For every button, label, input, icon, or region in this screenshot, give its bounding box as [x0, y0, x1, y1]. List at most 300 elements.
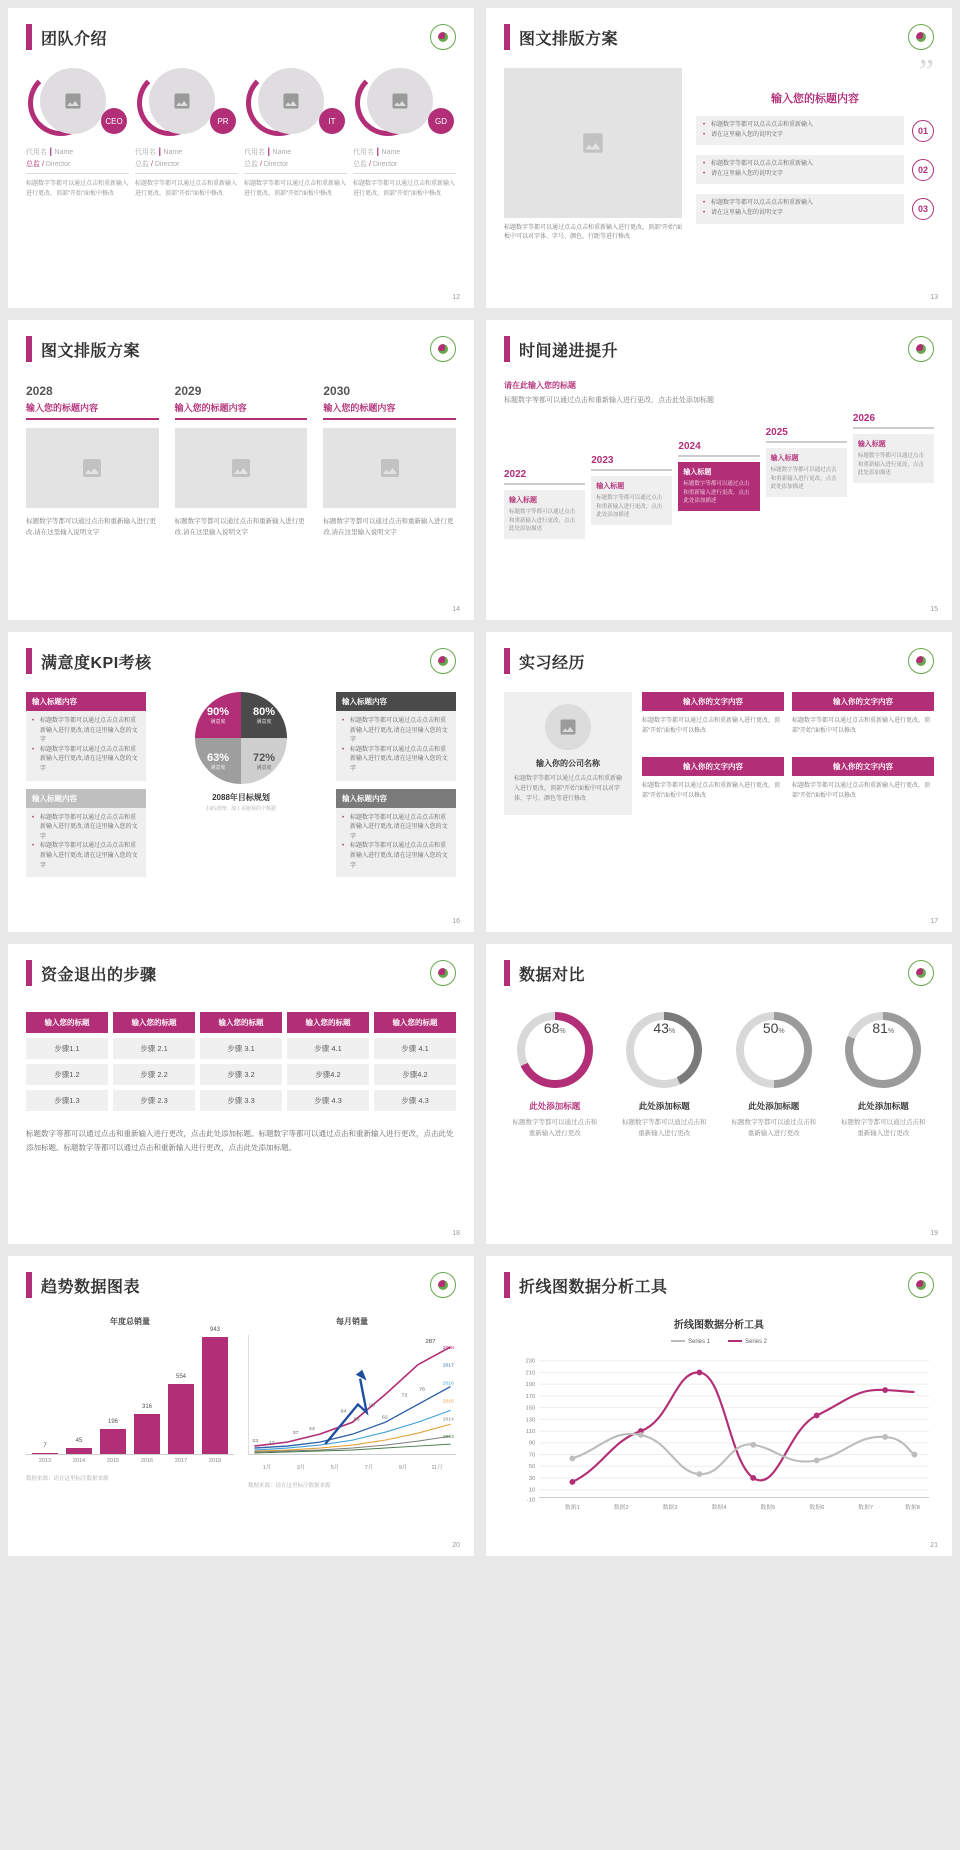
svg-text:2015: 2015: [442, 1398, 454, 1404]
chart-source: 数据来源：请在这里标注数据来源: [26, 1476, 109, 1482]
member-role: 总监 / Director: [353, 161, 398, 168]
slide-data-compare: [486, 944, 952, 1244]
brand-logo-icon: [430, 648, 456, 674]
timeline-step: [853, 413, 934, 483]
title-accent-bar: [504, 1272, 510, 1298]
step-desc: 标题数字等都可以通过点击和重新输入进行更改，点击此处添加描述: [857, 452, 924, 477]
bullet-line: • 标题数字等都可以点击点击和重新输入: [703, 160, 897, 170]
list-item: [696, 155, 934, 184]
column-desc: 标题数字等都可以通过点击和重新输入进行更改,请在这里输入说明文字: [174, 518, 305, 537]
brand-logo-icon: [908, 336, 934, 362]
step-title: 输入标题: [509, 496, 537, 504]
slide-kpi: [8, 632, 474, 932]
member-role-cn: 总监: [26, 161, 40, 168]
table-cell: 步骤 2.3: [113, 1090, 195, 1111]
donut-title: 此处添加标题: [748, 1101, 800, 1111]
timeline-step: [504, 469, 585, 539]
svg-text:70: 70: [528, 1452, 536, 1459]
page-title: 图文排版方案: [41, 342, 141, 360]
svg-text:2014: 2014: [442, 1416, 454, 1422]
member-desc: 标题数字等都可以通过点击和重新输入进行更改，顶部“开始”面板中修改: [135, 181, 238, 197]
list-item-text: [696, 116, 904, 145]
table-cell: 步骤 3.3: [200, 1090, 282, 1111]
svg-text:170: 170: [525, 1393, 536, 1400]
kpi-pie-chart: [154, 692, 328, 812]
step-year: 2023: [591, 454, 614, 466]
experience-card-header: 输入你的文字内容: [642, 692, 784, 711]
pie-slice: [195, 692, 241, 738]
slide-internship: [486, 632, 952, 932]
avatar-placeholder: [258, 68, 324, 134]
x-tick: 2013: [38, 1458, 52, 1464]
slide-team-intro: [8, 8, 474, 308]
step-year: 2025: [765, 426, 788, 438]
content-area: [504, 53, 934, 243]
donut-center: [634, 1020, 694, 1080]
charts-row: [26, 1316, 456, 1489]
table-cell: 步骤 4.3: [287, 1090, 369, 1111]
column-title: 输入您的标题内容: [323, 403, 396, 413]
donut-item: [614, 1012, 716, 1139]
member-role: 总监 / Director: [26, 161, 71, 168]
donut-value: 68: [543, 1020, 560, 1036]
bar: [168, 1373, 194, 1454]
svg-text:数据8: 数据8: [905, 1505, 920, 1512]
bar: [202, 1327, 228, 1454]
svg-text:190: 190: [525, 1382, 536, 1389]
member-name-en: Name: [54, 149, 74, 156]
bullet-line: • 请在这里输入您的说明文字: [703, 131, 897, 141]
line-chart: [504, 1349, 934, 1519]
experience-card-body: 标题数字等都可以通过点击和重新输入进行更改，顶部“开始”面板中可以修改: [792, 718, 931, 735]
underline: [26, 418, 159, 420]
list-item: [696, 194, 934, 223]
bar: [66, 1438, 92, 1454]
title-accent-bar: [26, 648, 32, 674]
page-number: 13: [930, 294, 938, 301]
slide-trend-charts: [8, 1256, 474, 1556]
page-title: 团队介绍: [41, 30, 108, 48]
svg-text:287: 287: [425, 1339, 436, 1345]
slide-header: [26, 24, 456, 50]
bar-value: 943: [209, 1327, 221, 1334]
brand-logo-icon: [430, 1272, 456, 1298]
bullet-line: • 标题数字等都可以通过点击点击和重新输入进行更改,请在这里输入您的文字: [342, 842, 450, 871]
avatar: [353, 66, 456, 140]
member-desc: 标题数字等都可以通过点击和重新输入进行更改，顶部“开始”面板中修改: [353, 181, 456, 197]
pie-slice: [195, 738, 241, 784]
role-badge: GD: [428, 108, 454, 134]
step-title: 输入标题: [770, 454, 799, 462]
step-title: 输入标题: [857, 440, 886, 448]
bullet-line: • 标题数字等都可以点击点击和重新输入: [703, 199, 897, 209]
member-name-text: 代用名: [353, 149, 374, 156]
member-name-text: 代用名: [244, 149, 265, 156]
member-desc: 标题数字等都可以通过点击和重新输入进行更改，顶部“开始”面板中修改: [26, 181, 129, 197]
experience-card: [792, 692, 934, 749]
donut-center: [853, 1020, 913, 1080]
brand-logo-icon: [430, 24, 456, 50]
table-cell: 步骤 4.1: [287, 1038, 369, 1059]
member-role-en: Director: [372, 161, 398, 168]
donut-title: 此处添加标题: [857, 1101, 909, 1111]
table-cell: 步骤 3.2: [200, 1064, 282, 1085]
kpi-left-column: [26, 692, 146, 885]
kpi-card-body: [26, 711, 146, 781]
step-card: [591, 476, 672, 525]
brand-logo-icon: [908, 24, 934, 50]
svg-text:94: 94: [340, 1408, 347, 1415]
slide-timeline: [486, 320, 952, 620]
column-list: [26, 384, 456, 538]
donut-value: 81: [872, 1020, 888, 1036]
page-number: 12: [452, 294, 460, 301]
pie-chart: [195, 692, 287, 784]
table-cell: 步骤 4.3: [374, 1090, 456, 1111]
step-rule: [591, 469, 672, 471]
list-item-number: 01: [912, 120, 934, 142]
steps-table: [26, 1012, 456, 1111]
column-desc: 标题数字等都可以通过点击和重新输入进行更改,请在这里输入说明文字: [26, 518, 156, 537]
bar-chart-xaxis: [26, 1458, 234, 1464]
donut-desc: 标题数字等都可以通过点击和重新输入进行更改: [731, 1119, 816, 1138]
legend-item: [671, 1339, 710, 1345]
x-tick: 11月: [431, 1465, 443, 1471]
member-name-en: Name: [272, 149, 292, 156]
page-title: 资金退出的步骤: [41, 966, 157, 984]
slide-header: [504, 648, 934, 674]
svg-text:10: 10: [528, 1487, 536, 1494]
member-role-cn: 总监: [353, 161, 367, 168]
member-desc: 标题数字等都可以通过点击和重新输入进行更改，顶部“开始”面板中修改: [244, 181, 347, 197]
svg-text:62: 62: [381, 1414, 388, 1421]
kpi-card-header: 输入标题内容: [26, 692, 146, 711]
svg-text:72: 72: [401, 1392, 408, 1399]
avatar-placeholder: [40, 68, 106, 134]
member-name-en: Name: [163, 149, 183, 156]
page-title: 数据对比: [519, 966, 586, 984]
svg-text:230: 230: [525, 1358, 536, 1365]
chart-title: 每月销量: [336, 1317, 368, 1326]
x-tick: 2017: [174, 1458, 188, 1464]
page-title: 满意度KPI考核: [41, 654, 152, 672]
role-badge: CEO: [101, 108, 127, 134]
donut-center: [744, 1020, 804, 1080]
year-label: 2028: [26, 384, 53, 398]
experience-card-header: 输入你的文字内容: [642, 757, 784, 776]
x-tick: 2018: [208, 1458, 222, 1464]
slide-layout-plan-b: [8, 320, 474, 620]
table-cell: 步骤 3.1: [200, 1038, 282, 1059]
title-accent-bar: [504, 960, 510, 986]
team-member-card: [26, 66, 129, 199]
bullet-line: • 标题数字等都可以点击点击和重新输入: [703, 121, 897, 131]
step-year: 2024: [678, 440, 701, 452]
slide-header: [504, 960, 934, 986]
avatar-placeholder: [149, 68, 215, 134]
chart-card: [504, 1316, 934, 1524]
donut-title: 此处添加标题: [638, 1101, 690, 1111]
svg-text:150: 150: [525, 1405, 536, 1412]
image-placeholder: [323, 428, 456, 508]
pie-value: 90%: [206, 705, 230, 718]
page-title: 趋势数据图表: [41, 1278, 141, 1296]
svg-text:-10: -10: [526, 1497, 536, 1504]
slide-fund-exit-steps: [8, 944, 474, 1244]
year-label: 2029: [174, 384, 202, 398]
timeline-steps: [504, 413, 934, 539]
pie-value: 80%: [252, 705, 276, 718]
experience-card-header: 输入你的文字内容: [792, 757, 934, 776]
page-title: 实习经历: [519, 654, 586, 672]
step-card: [504, 490, 585, 539]
year-column: [175, 384, 308, 538]
table-cell: 步骤 2.1: [113, 1038, 195, 1059]
year-label: 2030: [323, 384, 351, 398]
svg-text:50: 50: [528, 1464, 536, 1471]
svg-text:数据5: 数据5: [760, 1505, 776, 1512]
kpi-goal-label: 2088年目标规划: [212, 793, 270, 802]
chart-source: 数据来源：请在这里标注数据来源: [248, 1483, 331, 1489]
member-role-cn: 总监: [135, 161, 149, 168]
brand-logo-icon: [908, 1272, 934, 1298]
experience-card-body: 标题数字等都可以通过点击和重新输入进行更改，顶部“开始”面板中可以修改: [792, 783, 931, 800]
year-column: [26, 384, 159, 538]
divider: [353, 173, 456, 174]
brand-logo-icon: [430, 960, 456, 986]
kpi-card-body: [336, 711, 456, 781]
column-title: 输入您的标题内容: [174, 403, 247, 413]
title-accent-bar: [26, 336, 32, 362]
list-item-text: [696, 194, 904, 223]
table-cell: 步骤4.2: [374, 1064, 456, 1085]
table-cell: 步骤4.2: [287, 1064, 369, 1085]
internship-layout: [504, 692, 934, 815]
image-placeholder: [175, 428, 308, 508]
pie-slice: [241, 692, 287, 738]
svg-text:数据7: 数据7: [858, 1505, 874, 1512]
pie-value: 63%: [206, 751, 230, 764]
x-tick: 1月: [262, 1465, 272, 1471]
legend-label: Series 2: [745, 1339, 768, 1345]
donut-center: [525, 1020, 585, 1080]
team-member-card: [135, 66, 238, 199]
intro-paragraph: 标题数字等都可以通过点击和重新输入进行更改，点击此处添加标题: [504, 397, 714, 404]
kpi-card-header: 输入标题内容: [26, 789, 146, 808]
step-rule: [766, 441, 847, 443]
step-rule: [853, 427, 934, 429]
team-member-list: [26, 66, 456, 199]
pie-label: 满意度: [256, 764, 272, 771]
donut-chart: [517, 1012, 593, 1088]
donut-chart: [626, 1012, 702, 1088]
kpi-card-header: 输入标题内容: [336, 692, 456, 711]
underline: [323, 418, 456, 420]
table-cell: 步骤1.2: [26, 1064, 108, 1085]
member-name: 代用名 | Name: [26, 146, 74, 156]
experience-card-header: 输入你的文字内容: [792, 692, 934, 711]
line-chart-block: [248, 1316, 456, 1489]
bullet-line: • 标题数字等都可以通过点击点击和重新输入进行更改,请在这里输入您的文字: [342, 717, 450, 746]
title-accent-bar: [26, 1272, 32, 1298]
table-cell: 步骤1.1: [26, 1038, 108, 1059]
slide-line-chart-tool: [486, 1256, 952, 1556]
member-name: 代用名 | Name: [135, 146, 183, 156]
subtitle: 请在此输入您的标题: [504, 381, 576, 390]
brand-logo-icon: [430, 336, 456, 362]
page-number: 19: [930, 1230, 938, 1237]
title-accent-bar: [26, 24, 32, 50]
donut-unit: %: [668, 1028, 676, 1035]
title-accent-bar: [504, 336, 510, 362]
page-number: 14: [452, 606, 460, 613]
line-chart: [248, 1335, 456, 1455]
table-cell: 步骤 2.2: [113, 1064, 195, 1085]
company-name: 输入你的公司名称: [536, 759, 600, 768]
svg-text:2013: 2013: [442, 1434, 454, 1440]
bullet-line: • 标题数字等都可以通过点击点击和重新输入进行更改,请在这里输入您的文字: [32, 746, 140, 775]
page-number: 16: [452, 918, 460, 925]
table-header-cell: 输入您的标题: [26, 1012, 108, 1033]
pie-label: 满意度: [210, 718, 226, 725]
svg-text:93: 93: [368, 1402, 375, 1409]
table-header-cell: 输入您的标题: [287, 1012, 369, 1033]
donut-title: 此处添加标题: [529, 1101, 581, 1111]
step-card: [766, 448, 847, 497]
bullet-line: • 标题数字等都可以通过点击点击和重新输入进行更改,请在这里输入您的文字: [32, 842, 140, 871]
role-badge: IT: [319, 108, 345, 134]
table-header-cell: 输入您的标题: [200, 1012, 282, 1033]
step-rule: [504, 483, 585, 485]
title-accent-bar: [26, 960, 32, 986]
column-desc: 标题数字等都可以通过点击和重新输入进行更改,请在这里输入说明文字: [323, 518, 454, 537]
page-title: 时间递进提升: [519, 342, 619, 360]
company-logo-placeholder: [545, 704, 591, 750]
svg-text:110: 110: [525, 1429, 536, 1436]
experience-card: [642, 692, 784, 749]
x-tick: 2014: [72, 1458, 86, 1464]
member-name-en: Name: [381, 149, 401, 156]
page-title: 折线图数据分析工具: [519, 1278, 668, 1296]
svg-text:90: 90: [528, 1440, 536, 1447]
x-tick: 2016: [140, 1458, 154, 1464]
svg-text:2016: 2016: [442, 1380, 454, 1386]
team-member-card: [353, 66, 456, 199]
table-header-cell: 输入您的标题: [374, 1012, 456, 1033]
step-title: 输入标题: [683, 468, 712, 476]
slide-header: [26, 960, 456, 986]
avatar: [135, 66, 238, 140]
bar-value: 316: [141, 1403, 153, 1410]
svg-text:130: 130: [525, 1417, 536, 1424]
step-title: 输入标题: [596, 482, 625, 490]
donut-unit: %: [559, 1028, 566, 1035]
svg-text:数据1: 数据1: [564, 1505, 580, 1512]
image-caption: 标题数字等都可以通过点击点击和重新输入进行更改，顶部“开始”面板中可以对字体、字号、颜色、行距等进行修改: [504, 225, 682, 241]
company-card: [504, 692, 632, 815]
step-rule: [678, 455, 759, 457]
bullet-line: • 标题数字等都可以通过点击点击和重新输入进行更改,请在这里输入您的文字: [342, 746, 450, 775]
legend-label: Series 1: [687, 1339, 710, 1345]
member-role-cn: 总监: [244, 161, 258, 168]
list-item-number: 03: [912, 198, 934, 220]
bullet-line: • 标题数字等都可以通过点击点击和重新输入进行更改,请在这里输入您的文字: [32, 717, 140, 746]
avatar: [244, 66, 347, 140]
page-number: 21: [930, 1542, 938, 1549]
donut-value: 43: [653, 1020, 669, 1036]
donut-desc: 标题数字等都可以通过点击和重新输入进行更改: [841, 1119, 926, 1138]
bullet-line: • 标题数字等都可以通过点击点击和重新输入进行更改,请在这里输入您的文字: [342, 814, 450, 843]
svg-text:数据3: 数据3: [662, 1505, 678, 1512]
svg-text:76: 76: [418, 1386, 426, 1393]
experience-card-body: 标题数字等都可以通过点击和重新输入进行更改，顶部“开始”面板中可以修改: [642, 783, 781, 800]
svg-text:37: 37: [292, 1430, 299, 1437]
slide-header: [26, 1272, 456, 1298]
step-year: 2022: [504, 468, 527, 480]
timeline-step: [591, 455, 672, 525]
page-title: 图文排版方案: [519, 30, 619, 48]
svg-text:30: 30: [528, 1475, 536, 1482]
pie-slice: [241, 738, 287, 784]
brand-logo-icon: [908, 648, 934, 674]
chart-title: 年度总销量: [110, 1317, 150, 1326]
svg-text:66: 66: [353, 1416, 360, 1423]
legend-item: [728, 1339, 767, 1345]
table-cell: 步骤 4.1: [374, 1038, 456, 1059]
list-item: [696, 116, 934, 145]
list-item-text: [696, 155, 904, 184]
section-heading: 输入您的标题内容: [771, 93, 859, 105]
experience-card: [642, 757, 784, 814]
bar-value: 554: [175, 1373, 187, 1380]
step-desc: 标题数字等都可以通过点击和重新输入进行更改，点击此处添加描述: [509, 508, 576, 533]
x-tick: 9月: [398, 1465, 408, 1471]
divider: [244, 173, 347, 174]
donut-desc: 标题数字等都可以通过点击和重新输入进行更改: [512, 1119, 597, 1138]
donut-item: [723, 1012, 825, 1139]
timeline-step: [678, 441, 759, 511]
slide-header: [26, 648, 456, 674]
slide-header: [26, 336, 456, 362]
pie-label: 满意度: [210, 764, 226, 771]
kpi-card-body: [26, 808, 146, 878]
donut-item: [504, 1012, 606, 1139]
year-column: [323, 384, 456, 538]
svg-text:数据6: 数据6: [809, 1505, 825, 1512]
underline: [175, 418, 308, 420]
member-name-text: 代用名: [26, 149, 47, 156]
svg-text:2018: 2018: [442, 1345, 454, 1350]
bullet-line: • 标题数字等都可以通过点击点击和重新输入进行更改,请在这里输入您的文字: [32, 814, 140, 843]
x-tick: 3月: [296, 1465, 306, 1471]
list-item-number: 02: [912, 159, 934, 181]
member-role: 总监 / Director: [244, 161, 289, 168]
body-paragraph: 标题数字等都可以通过点击和重新输入进行更改，点击此处添加标题。标题数字等都可以通过点击和重新输入进行更改，点击此处添加标题。标题数字等都可以通过点击和重新输入进行更改，点击此处添加标题。: [26, 1129, 454, 1153]
donut-chart: [736, 1012, 812, 1088]
company-desc: 标题数字等都可以通过点击点击和重新输入进行更改，顶部“开始”面板中可以对字体、字号、颜色等进行修改: [514, 776, 623, 803]
bar-value: 196: [107, 1419, 119, 1426]
svg-text:数据4: 数据4: [711, 1505, 727, 1512]
image-placeholder: [26, 428, 159, 508]
member-name: 代用名 | Name: [353, 146, 401, 156]
svg-text:210: 210: [525, 1370, 536, 1377]
experience-card: [792, 757, 934, 814]
bullet-line: • 请在这里输入您的说明文字: [703, 209, 897, 219]
divider: [26, 173, 129, 174]
bar-value: 45: [75, 1438, 83, 1445]
table-header-cell: 输入您的标题: [113, 1012, 195, 1033]
member-role: 总监 / Director: [135, 161, 180, 168]
